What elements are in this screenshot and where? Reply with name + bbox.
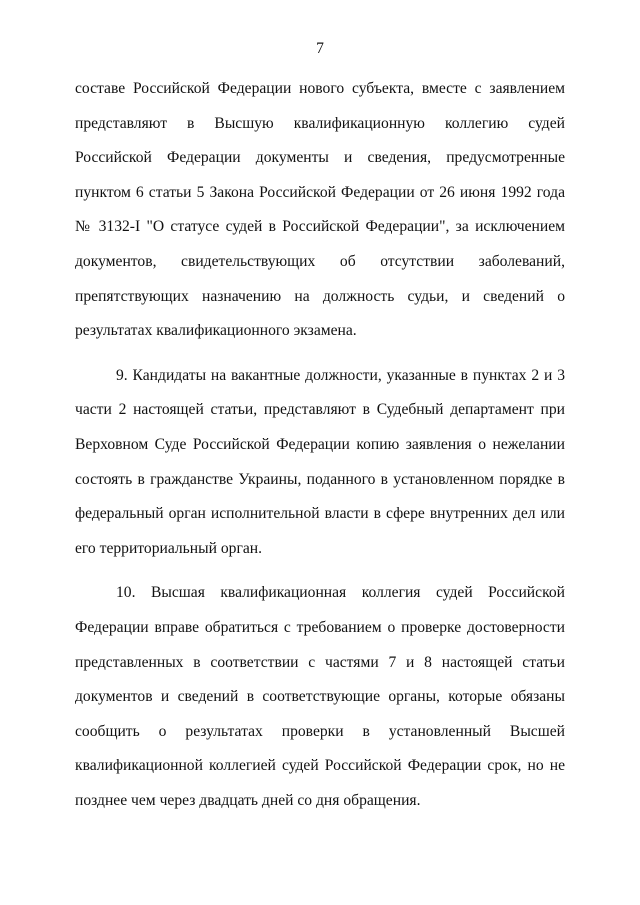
paragraph-continuation: составе Российской Федерации нового субъекта, вместе с заявлением представляют в Высшую квалификационную коллегию судей Российской Федерации документы и сведения, предусмотренные пунктом 6 статьи 5 Закона Российской Федерации от 26 июня 1992 года № 3132-I "О статусе судей в Российской Федерации", за исключением документов, свидетельствующих об отсутствии заболеваний, препятствующих назначению на должность судьи, и сведений о результатах квалификационного экзамена.	[75, 80, 565, 340]
page-number: 7	[316, 40, 324, 57]
paragraph-item-10: 10. Высшая квалификационная коллегия судей Российской Федерации вправе обратиться с требованием о проверке достоверности представленных в соответствии с частями 7 и 8 настоящей статьи документов и сведений в соответствующие органы, которые обязаны сообщить о результатах проверки в установленный Высшей квалификационной коллегией судей Российской Федерации срок, но не позднее чем через двадцать дней со дня обращения.	[75, 584, 565, 809]
document-body	[75, 72, 565, 818]
paragraph-item-9: 9. Кандидаты на вакантные должности, указанные в пунктах 2 и 3 части 2 настоящей статьи, представляют в Судебный департамент при Верховном Суде Российской Федерации копию заявления о нежелании состоять в гражданстве Украины, поданного в установленном порядке в федеральный орган исполнительной власти в сфере внутренних дел или его территориальный орган.	[75, 366, 565, 557]
